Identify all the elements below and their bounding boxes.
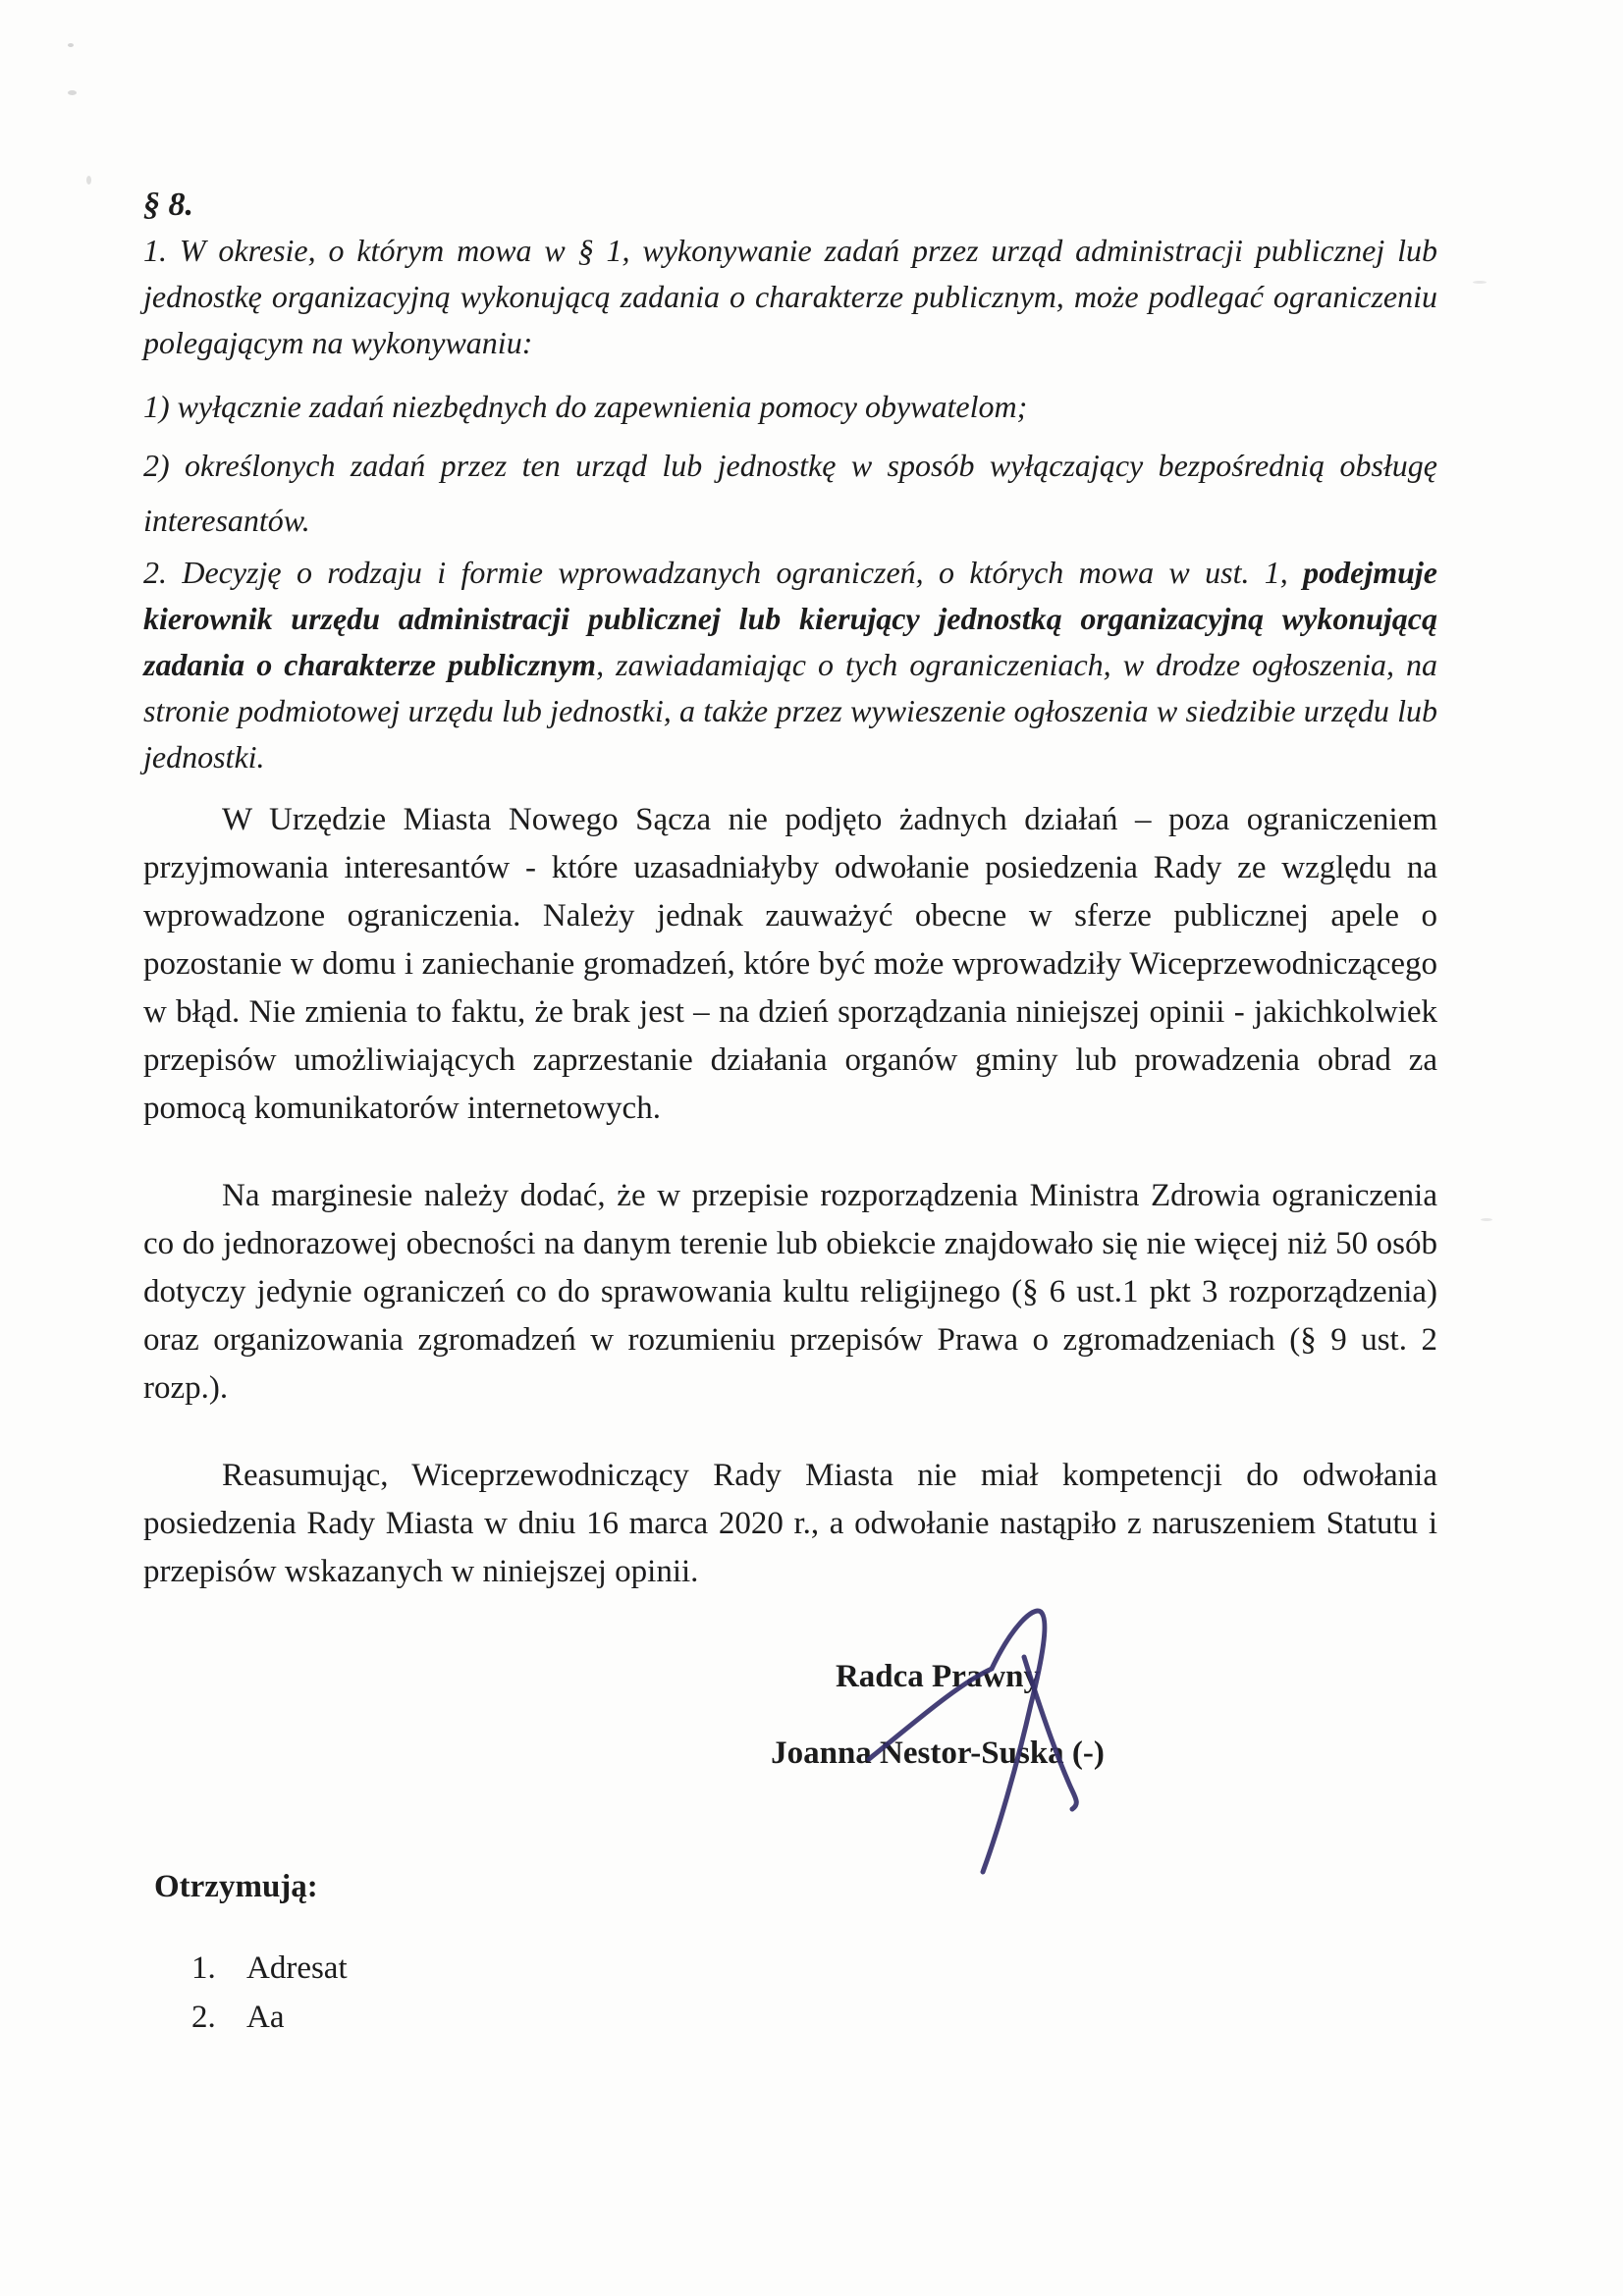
document-content	[143, 183, 1437, 1596]
legal-ust2-prefix: 2. Decyzję o rodzaju i formie wprowadzanych ograniczeń, o których mowa w ust. 1,	[143, 555, 1304, 590]
list-item	[191, 1944, 348, 1993]
quoted-legal-provision	[143, 183, 1437, 780]
scan-speck	[1481, 1218, 1492, 1221]
opinion-paragraph-1: W Urzędzie Miasta Nowego Sącza nie podjęto żadnych działań – poza ograniczeniem przyjmowania interesantów - które uzasadniałyby odwołanie posiedzenia Rady ze względu na wprowadzone ograniczenia. Należy jednak zauważyć obecne w sferze publicznej apele o pozostanie w domu i zaniechanie gromadzeń, które być może wprowadziły Wiceprzewodniczącego w błąd. Nie zmienia to faktu, że brak jest – na dzień sporządzania niniejszej opinii - jakichkolwiek przepisów umożliwiających zaprzestanie działania organów gminy lub prowadzenia obrad za pomocą komunikatorów internetowych.	[143, 802, 1437, 1126]
list-item	[191, 1993, 348, 2042]
section-heading: § 8.	[143, 187, 193, 223]
opinion-body	[143, 796, 1437, 1596]
scan-speck	[1473, 281, 1487, 284]
list-item-number: 1.	[191, 1950, 216, 1986]
list-item-number: 2.	[191, 2000, 216, 2035]
opinion-paragraph-3: Reasumując, Wiceprzewodniczący Rady Miasta nie miał kompetencji do odwołania posiedzenia Rady Miasta w dniu 16 marca 2020 r., a odwołanie nastąpiło z naruszeniem Statutu i przepisów wskazanych w niniejszej opinii.	[143, 1458, 1437, 1589]
distribution-items	[154, 1944, 348, 2042]
legal-ust2-suffix: , zawiadamiając o tych ograniczeniach, w drodze ogłoszenia, na stronie podmiotowej urzędu lub jednostki, a także przez wywieszenie ogłoszenia w siedzibie urzędu lub jednostki.	[143, 647, 1438, 774]
legal-point-1: 1) wyłącznie zadań niezbędnych do zapewnienia pomocy obywatelom;	[143, 389, 1028, 424]
signature-block	[633, 1657, 1242, 1773]
distribution-heading: Otrzymują:	[154, 1869, 318, 1904]
distribution-list	[154, 1865, 348, 2042]
legal-paragraph-ust2	[143, 550, 1437, 780]
signature-name: Joanna Nestor-Suska (-)	[771, 1735, 1105, 1771]
list-item-label: Adresat	[246, 1950, 348, 1986]
scan-speck	[68, 90, 77, 95]
legal-ust2-bold-segment: podejmuje kierownik urzędu administracji publicznej lub kierujący jednostką organizacyjną wykonującą zadania o charakterze publicznym	[143, 555, 1437, 682]
list-item-label: Aa	[246, 2000, 285, 2035]
legal-paragraph-ust1: 1. W okresie, o którym mowa w § 1, wykonywanie zadań przez urząd administracji publicznej lub jednostkę organizacyjną wykonującą zadania o charakterze publicznym, może podlegać ograniczeniu polegającym na wykonywaniu:	[143, 233, 1437, 360]
legal-point-2: 2) określonych zadań przez ten urząd lub jednostkę w sposób wyłączający bezpośrednią obsługę interesantów.	[143, 448, 1437, 538]
scan-speck	[68, 43, 74, 47]
opinion-paragraph-2: Na marginesie należy dodać, że w przepisie rozporządzenia Ministra Zdrowia ograniczenia co do jednorazowej obecności na danym terenie lub obiekcie znajdowało się nie więcej niż 50 osób dotyczy jedynie ograniczeń co do sprawowania kultu religijnego (§ 6 ust.1 pkt 3 rozporządzenia) oraz organizowania zgromadzeń w rozumieniu przepisów Prawa o zgromadzeniach (§ 9 ust. 2 rozp.).	[143, 1178, 1437, 1406]
signature-title: Radca Prawny	[835, 1659, 1041, 1694]
scan-speck	[86, 176, 91, 185]
